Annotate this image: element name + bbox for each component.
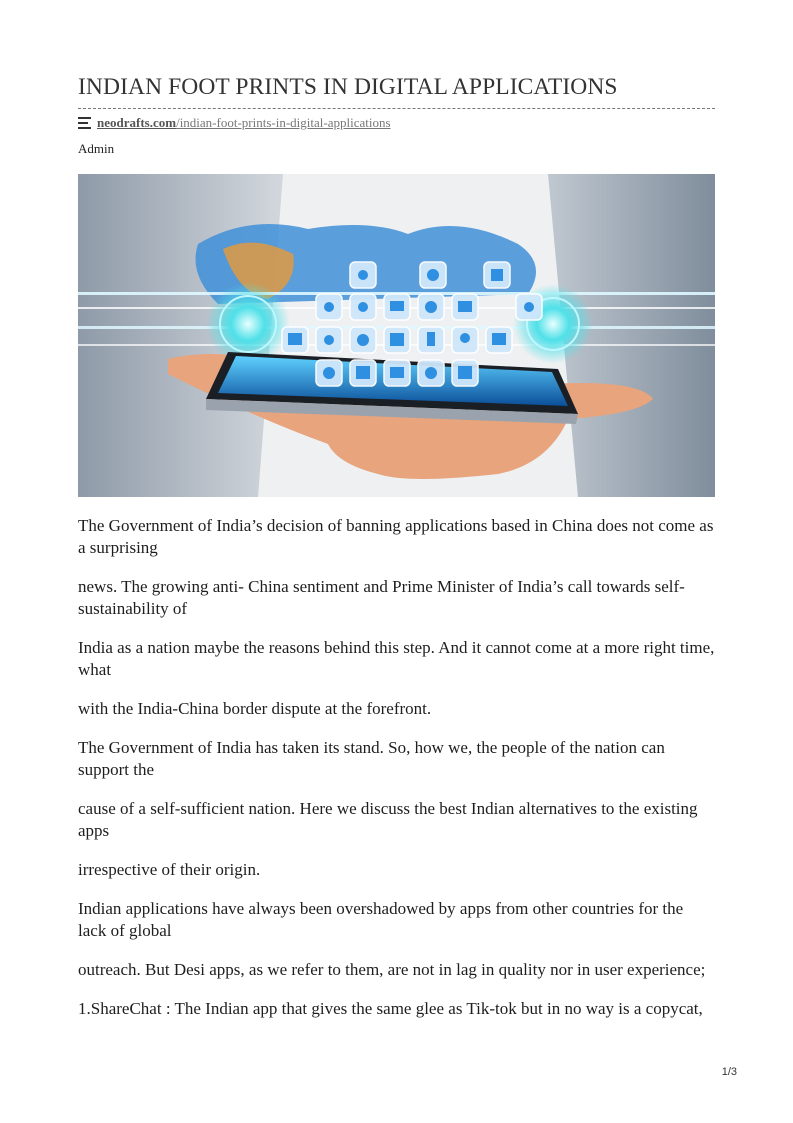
- paragraph: 1.ShareChat : The Indian app that gives the same glee as Tik-tok but in no way is a copycat,: [78, 999, 703, 1018]
- menu-icon: [78, 117, 91, 129]
- paragraph: The Government of India has taken its stand. So, how we, the people of the nation can support the: [78, 738, 665, 779]
- paragraph: The Government of India’s decision of banning applications based in China does not come as a surprising: [78, 516, 714, 557]
- page-number: 1/3: [721, 1066, 737, 1078]
- source-domain-link[interactable]: neodrafts.com: [97, 115, 177, 130]
- hero-image: [78, 174, 715, 497]
- title-divider: [78, 108, 715, 109]
- paragraph: Indian applications have always been overshadowed by apps from other countries for the lack of global: [78, 899, 684, 940]
- article-title: INDIAN FOOT PRINTS IN DIGITAL APPLICATIONS: [78, 74, 618, 100]
- paragraph: cause of a self-sufficient nation. Here we discuss the best Indian alternatives to the existing apps: [78, 799, 698, 840]
- paragraph: India as a nation maybe the reasons behind this step. And it cannot come at a more right time, what: [78, 638, 715, 679]
- source-link-row[interactable]: [78, 114, 391, 132]
- paragraph: news. The growing anti- China sentiment and Prime Minister of India’s call towards self-sustainability of: [78, 577, 685, 618]
- author-name: Admin: [78, 141, 115, 156]
- paragraph: with the India-China border dispute at the forefront.: [78, 699, 432, 718]
- paragraph: outreach. But Desi apps, as we refer to them, are not in lag in quality nor in user experience;: [78, 960, 706, 979]
- article-body: [78, 515, 715, 1037]
- paragraph: irrespective of their origin.: [78, 860, 261, 879]
- source-path-link[interactable]: /indian-foot-prints-in-digital-applications: [176, 115, 391, 130]
